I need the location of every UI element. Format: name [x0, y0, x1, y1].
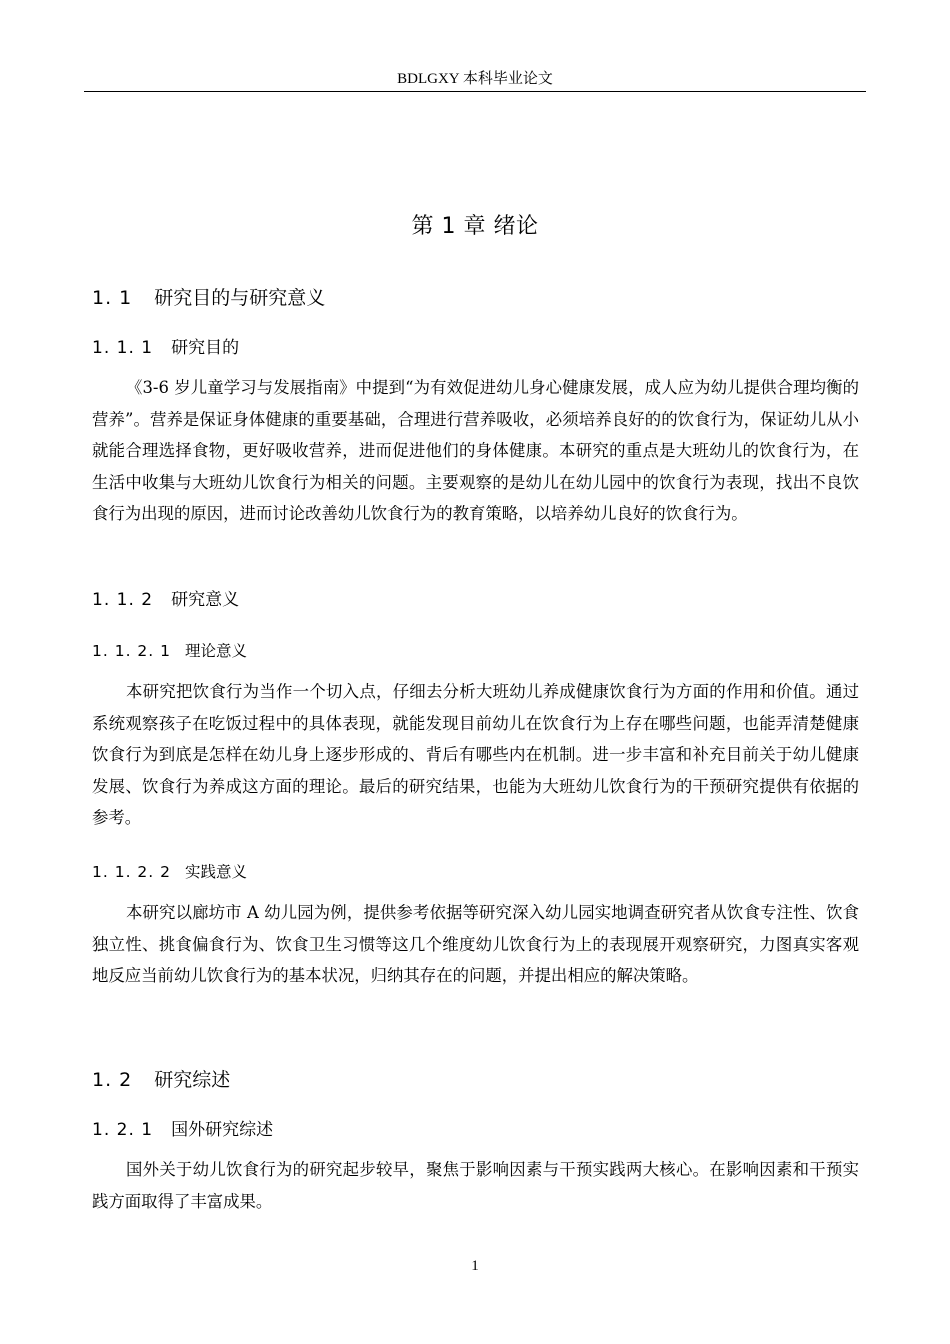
running-header: BDLGXY 本科毕业论文	[397, 71, 553, 87]
chapter-title: 第 1 章 绪论	[411, 214, 539, 239]
section-title: 理论意义	[185, 642, 248, 660]
section-heading-1-2	[92, 1067, 230, 1093]
section-number: 1. 1	[92, 287, 133, 309]
section-number: 1. 1. 2	[92, 590, 154, 610]
section-heading-1-1-2-1	[92, 640, 247, 662]
section-number: 1. 1. 1	[92, 338, 154, 358]
section-heading-1-1-2-2	[92, 861, 247, 883]
paragraph-practical-significance: 本研究以廊坊市 A 幼儿园为例，提供参考依据等研究深入幼儿园实地调查研究者从饮食专注性、饮食独立性、挑食偏食行为、饮食卫生习惯等这几个维度幼儿饮食行为上的表现展开观察研究，力图真实客观地反应当前幼儿饮食行为的基本状况，归纳其存在的问题，并提出相应的解决策略。	[92, 903, 859, 985]
page-number: 1	[471, 1258, 479, 1274]
section-title: 研究目的与研究意义	[154, 287, 326, 309]
section-title: 研究目的	[171, 338, 240, 358]
section-heading-1-2-1	[92, 1118, 273, 1142]
paragraph-theoretical-significance: 本研究把饮食行为当作一个切入点，仔细去分析大班幼儿养成健康饮食行为方面的作用和价值。通过系统观察孩子在吃饭过程中的具体表现，就能发现目前幼儿在饮食行为上存在哪些问题，也能弄清楚健康饮食行为到底是怎样在幼儿身上逐步形成的、背后有哪些内在机制。进一步丰富和补充目前关于幼儿健康发展、饮食行为养成这方面的理论。最后的研究结果，也能为大班幼儿饮食行为的干预研究提供有依据的参考。	[92, 682, 859, 827]
section-number: 1. 1. 2. 1	[92, 642, 172, 660]
header-rule	[84, 91, 866, 92]
section-title: 研究综述	[154, 1069, 231, 1091]
paragraph-research-purpose: 《3-6 岁儿童学习与发展指南》中提到“为有效促进幼儿身心健康发展，成人应为幼儿提供合理均衡的营养”。营养是保证身体健康的重要基础，合理进行营养吸收，必须培养良好的的饮食行为，保证幼儿从小就能合理选择食物，更好吸收营养，进而促进他们的身体健康。本研究的重点是大班幼儿的饮食行为，在生活中收集与大班幼儿饮食行为相关的问题。主要观察的是幼儿在幼儿园中的饮食行为表现，找出不良饮食行为出现的原因，进而讨论改善幼儿饮食行为的教育策略，以培养幼儿良好的饮食行为。	[92, 378, 859, 523]
section-number: 1. 2	[92, 1069, 133, 1091]
section-heading-1-1-1	[92, 336, 239, 360]
section-number: 1. 1. 2. 2	[92, 863, 172, 881]
section-title: 实践意义	[185, 863, 248, 881]
section-heading-1-1-2	[92, 588, 239, 612]
section-title: 研究意义	[171, 590, 240, 610]
section-title: 国外研究综述	[171, 1120, 274, 1140]
section-number: 1. 2. 1	[92, 1120, 154, 1140]
section-heading-1-1	[92, 285, 325, 311]
paragraph-foreign-research: 国外关于幼儿饮食行为的研究起步较早，聚焦于影响因素与干预实践两大核心。在影响因素和干预实践方面取得了丰富成果。	[92, 1160, 859, 1211]
